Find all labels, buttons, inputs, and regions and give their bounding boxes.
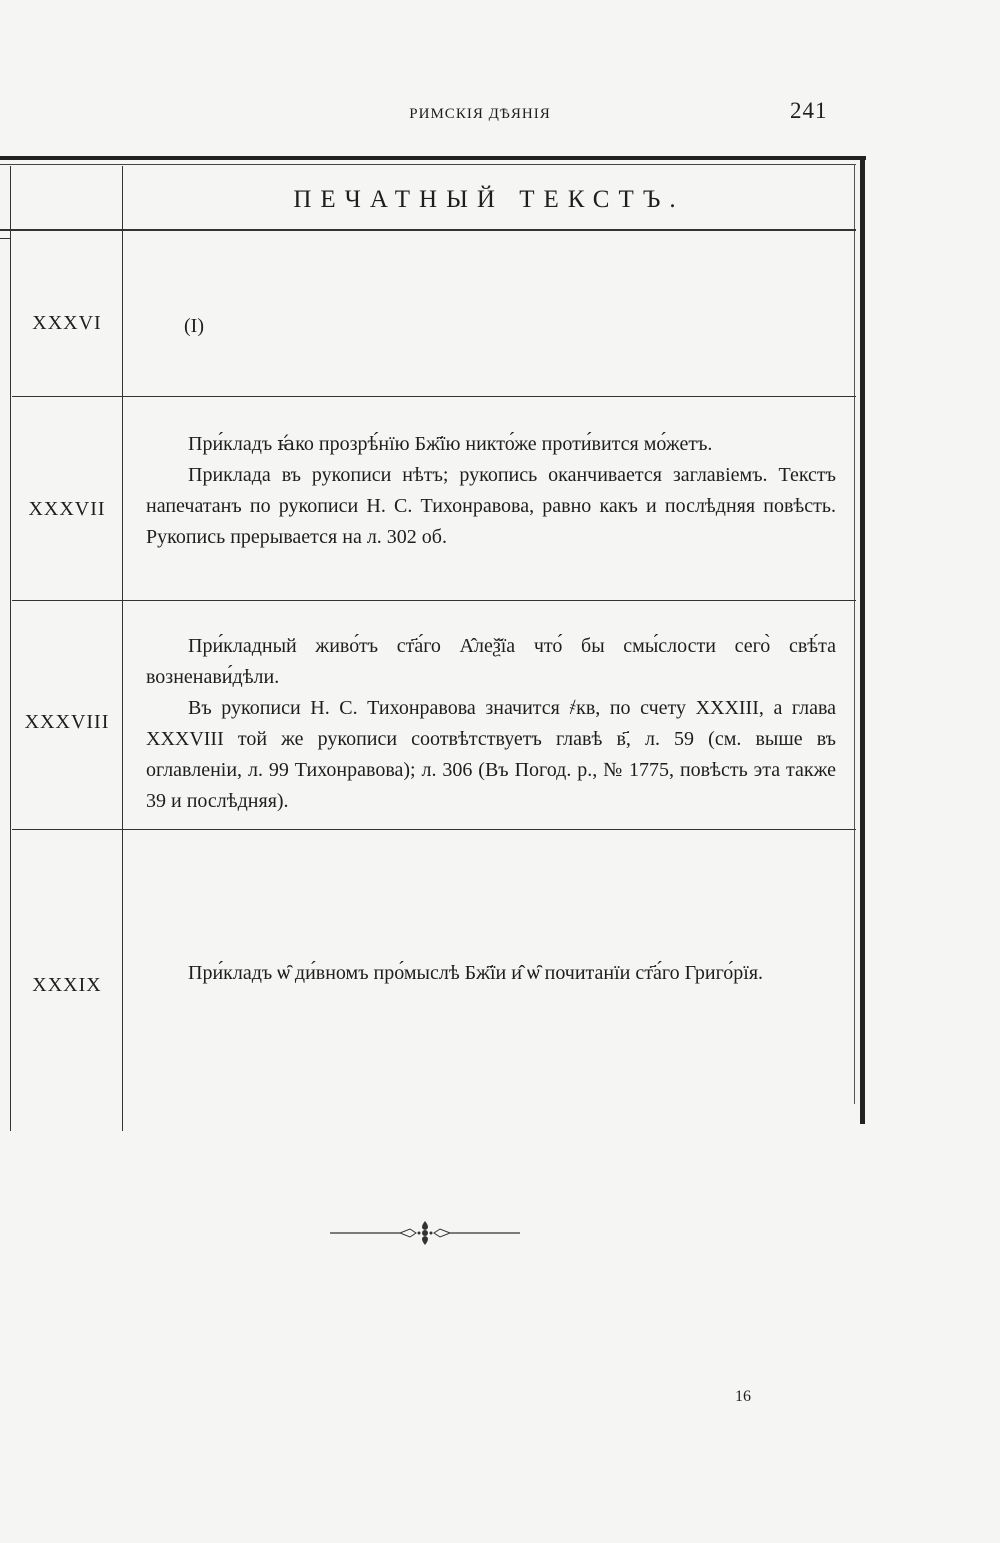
row-text xyxy=(146,631,836,817)
row-number: XXXVII xyxy=(28,498,106,520)
fleuron-ornament-icon xyxy=(330,1218,520,1248)
row-number: XXXVI xyxy=(32,312,102,334)
row-divider xyxy=(12,600,856,601)
running-title: РИМСКІЯ ДѢЯНІЯ xyxy=(409,106,551,122)
paragraph: При́кладъ ꙗ́ко прозрѣ́нїю Бж҃їю никто́же проти́вится мо́жетъ. xyxy=(188,433,713,455)
paragraph: Въ рукописи Н. С. Тихонравова значится ҂кв, по счету XXXIII, а глава XXXVIII той же рукописи соотвѣтствуетъ главѣ в҃, л. 59 (см. выше въ оглавленіи, л. 99 Тихонравова); л. 306 (Въ Погод. р., № 1775, повѣсть эта также 39 и послѣдняя). xyxy=(146,697,836,812)
paragraph: При́кладъ ѡ̑ ди́вномъ про́мыслѣ Бж҃їи и̂ ѡ̑ почитанїи ст҃а́го Григо́рїя. xyxy=(188,962,764,984)
row-text xyxy=(146,429,836,553)
paragraph: Приклада въ рукописи нѣтъ; рукопись оканчивается заглавіемъ. Текстъ напечатанъ по рукописи Н. С. Тихонравова, равно какъ и послѣдняя повѣсть. Рукопись прерывается на л. 302 об. xyxy=(146,464,836,548)
row-divider xyxy=(12,829,856,830)
row-text xyxy=(184,311,874,342)
signature-mark: 16 xyxy=(735,1388,751,1405)
column-rule-left xyxy=(10,166,11,1131)
paragraph: (I) xyxy=(184,315,204,337)
page-number: 241 xyxy=(790,98,828,123)
row-number: XXXIX xyxy=(32,974,102,996)
paragraph: При́кладный живо́тъ ст҃а́го А̂леѯ̆їа что́ бы смы́слости сего̀ свѣ́та возненави́дѣли. xyxy=(146,635,836,688)
table-right-inner-border xyxy=(854,164,855,1104)
column-title: ПЕЧАТНЫЙ ТЕКСТЪ. xyxy=(293,186,685,213)
row-text xyxy=(146,958,836,989)
table-top-border xyxy=(0,156,866,160)
header-rule xyxy=(0,229,856,231)
table-top-inner-border xyxy=(0,164,856,165)
header-rule-left-stub xyxy=(0,238,10,239)
table-right-border xyxy=(860,156,865,1124)
text-table xyxy=(0,156,866,1124)
row-divider xyxy=(12,396,856,397)
column-rule-middle xyxy=(122,166,123,1131)
row-number: XXXVIII xyxy=(24,711,110,733)
